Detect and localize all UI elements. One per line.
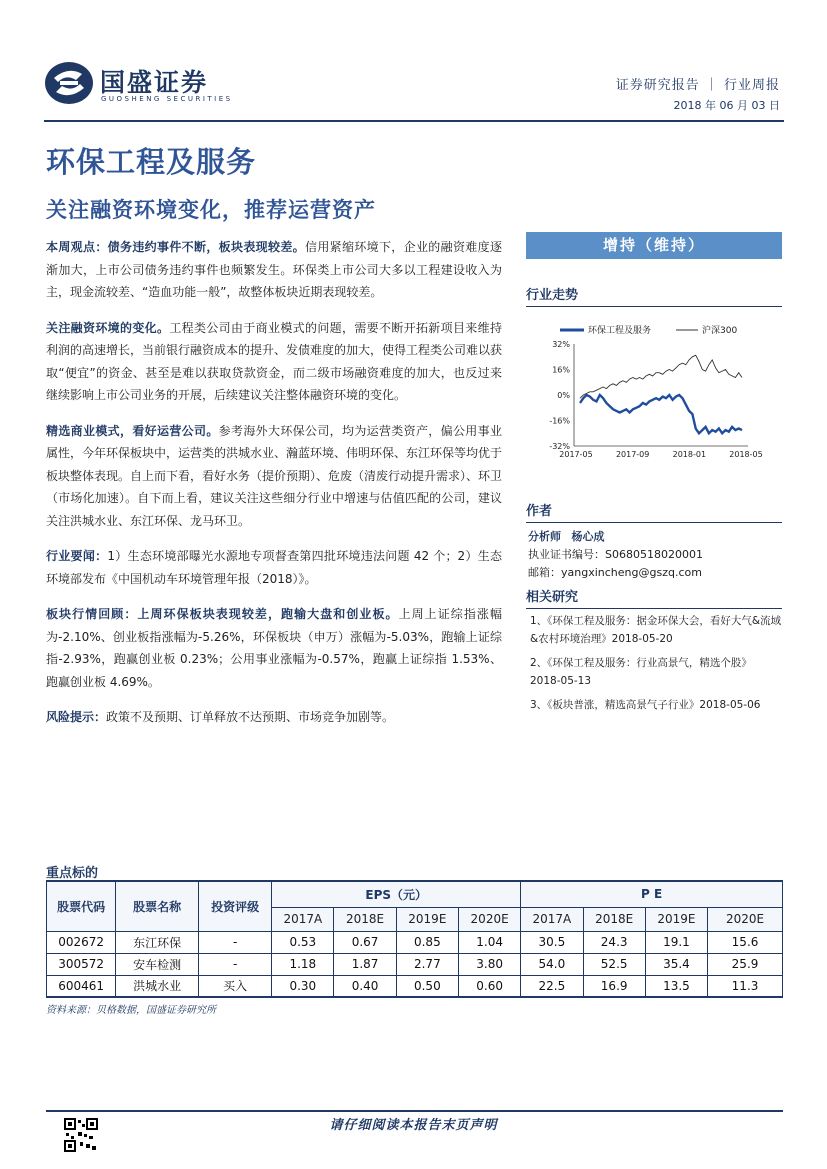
col-year: 2018E [583,907,645,931]
stock-name: 洪城水业 [116,975,199,997]
table-cell: 30.5 [521,931,583,953]
license-number: 执业证书编号：S0680518020001 [528,548,703,561]
table-cell: 19.1 [645,931,707,953]
table-cell: 35.4 [645,953,707,975]
paragraph-financing: 关注融资环境的变化。工程类公司由于商业模式的问题，需要不断开拓新项目来维持利润的高速增长，当前银行融资成本的提升、发债难度的加大，使得工程类公司难以获取“便宜”的资金、甚至是难以获取贷款资金，而二级市场融资难度的加大，也反过来继续影响上市公司业务的开展，后续建议关注整体融资环境的变化。 [46,320,503,402]
stock-name: 东江环保 [116,931,199,953]
table-cell: 52.5 [583,953,645,975]
table-title: 重点标的 [46,866,99,881]
table-cell: 22.5 [521,975,583,997]
table-cell: 0.50 [396,975,458,997]
analyst-email[interactable]: 邮箱：yangxincheng@gszq.com [528,566,702,579]
related-item[interactable]: 1、《环保工程及服务：据金环保大会，看好大气&流域&农村环境治理》2018-05-20 [530,615,782,645]
industry-trend-chart [526,318,782,468]
col-year: 2017A [272,907,334,931]
logo-english: GUOSHENG SECURITIES [101,95,233,103]
paragraph-business-model: 精选商业模式，看好运营公司。参考海外大环保公司，均为运营类资产，偏公用事业属性，今年环保板块中，运营类的洪城水业、瀚蓝环境、伟明环保、东江环保等均优于板块整体表现。自上而下看，看好水务（提价预期）、危废（清废行动提升需求）、环卫（市场化加速）。自下而上看，建议关注这些细分行业中增速与估值匹配的公司，建议关注洪城水业、东江环保、龙马环卫。 [46,423,503,528]
table-cell: 0.67 [334,931,396,953]
logo-name: 国盛证券 [100,68,209,97]
chart-series-line [580,355,742,398]
stock-code: 002672 [47,931,116,953]
table-cell: 3.80 [458,953,520,975]
chart-y-tick-label: 16% [552,365,570,375]
table-cell: 25.9 [708,953,783,975]
qr-code-icon [64,1118,98,1152]
paragraph-viewpoint: 本周观点：债务违约事件不断，板块表现较差。信用紧缩环境下，企业的融资难度逐渐加大，上市公司债务违约事件也频繁发生。环保类上市公司大多以工程建设收入为主，现金流较差、“造血功能一般”，故整体板块近期表现较差。 [46,240,502,299]
col-year: 2019E [645,907,707,931]
related-item[interactable]: 2、《环保工程及服务：行业高景气，精选个股》2018-05-13 [530,657,752,687]
footer-disclaimer: 请仔细阅读本报告末页声明 [329,1118,498,1133]
chart-y-tick-label: 32% [552,340,570,349]
col-name: 股票名称 [116,881,199,931]
col-eps: EPS（元） [272,881,521,907]
report-date: 2018 年 06 月 03 日 [673,99,780,112]
col-year: 2020E [708,907,783,931]
col-pe: P E [521,881,783,907]
chart-x-tick-label: 2017-09 [615,450,650,459]
guosheng-logo-icon [44,60,94,106]
chart-series-line [580,395,742,433]
col-year: 2020E [458,907,520,931]
stock-name: 安车检测 [116,953,199,975]
chart-x-tick-label: 2018-01 [672,450,707,459]
stock-code: 300572 [47,953,116,975]
paragraph-risk: 风险提示：政策不及预期、订单释放不达预期、市场竞争加剧等。 [46,710,395,724]
col-year: 2019E [396,907,458,931]
stock-rating: - [199,931,272,953]
table-cell: 0.30 [272,975,334,997]
table-row [47,975,783,997]
legend-label: 沪深300 [702,326,738,336]
table-cell: 1.87 [334,953,396,975]
author-heading: 作者 [526,500,782,519]
footer-divider [46,1110,783,1112]
stock-code: 600461 [47,975,116,997]
chart-x-tick-label: 2018-05 [729,450,763,459]
sidebar [526,232,782,711]
paragraph-news: 行业要闻：1）生态环境部曝光水源地专项督查第四批环境违法问题 42 个；2）生态环境部发布《中国机动车环境管理年报（2018）》。 [46,549,502,586]
rating-badge: 增持（维持） [526,232,782,259]
company-logo [44,60,274,108]
table-cell: 0.40 [334,975,396,997]
table-cell: 0.53 [272,931,334,953]
report-header [44,60,784,122]
table-cell: 11.3 [708,975,783,997]
table-cell: 2.77 [396,953,458,975]
chart-y-tick-label: -32% [549,442,570,451]
chart-y-tick-label: -16% [549,416,570,426]
chart-x-tick-label: 2017-05 [559,450,593,459]
stock-rating: 买入 [199,975,272,997]
trend-heading: 行业走势 [526,284,782,303]
table-source: 资料来源：贝格数据，国盛证券研究所 [46,1005,216,1016]
table-cell: 24.3 [583,931,645,953]
stock-rating: - [199,953,272,975]
paragraph-market-review: 板块行情回顾：上周环保板块表现较差，跑输大盘和创业板。上周上证综指涨幅为-2.10%、创业板指涨幅为-5.26%，环保板块（申万）涨幅为-5.03%，跑输上证综指-2.93%，跑赢创业板 0.23%；公用事业涨幅为-0.57%，跑赢上证综指 1.53%、跑赢创业板 4.69%。 [46,607,502,689]
table-row [47,953,783,975]
col-year: 2018E [334,907,396,931]
col-code: 股票代码 [47,881,116,931]
header-divider [44,120,784,122]
report-type: 证券研究报告 ｜ 行业周报 [615,78,780,93]
table-cell: 54.0 [521,953,583,975]
table-cell: 1.18 [272,953,334,975]
table-cell: 15.6 [708,931,783,953]
report-title: 环保工程及服务 [46,145,257,179]
legend-label: 环保工程及服务 [588,326,652,336]
related-heading: 相关研究 [526,586,782,605]
key-stocks-table [46,880,783,998]
table-cell: 0.85 [396,931,458,953]
table-cell: 16.9 [583,975,645,997]
key-stocks [46,862,783,1016]
col-year: 2017A [521,907,583,931]
main-content [46,236,502,742]
report-subtitle: 关注融资环境变化，推荐运营资产 [46,198,376,222]
analyst: 分析师 杨心成 [528,530,605,543]
table-row [47,931,783,953]
table-cell: 0.60 [458,975,520,997]
chart-y-tick-label: 0% [557,391,570,400]
col-rating: 投资评级 [199,881,272,931]
table-cell: 13.5 [645,975,707,997]
related-item[interactable]: 3、《板块普涨，精选高景气子行业》2018-05-06 [530,699,761,711]
table-cell: 1.04 [458,931,520,953]
